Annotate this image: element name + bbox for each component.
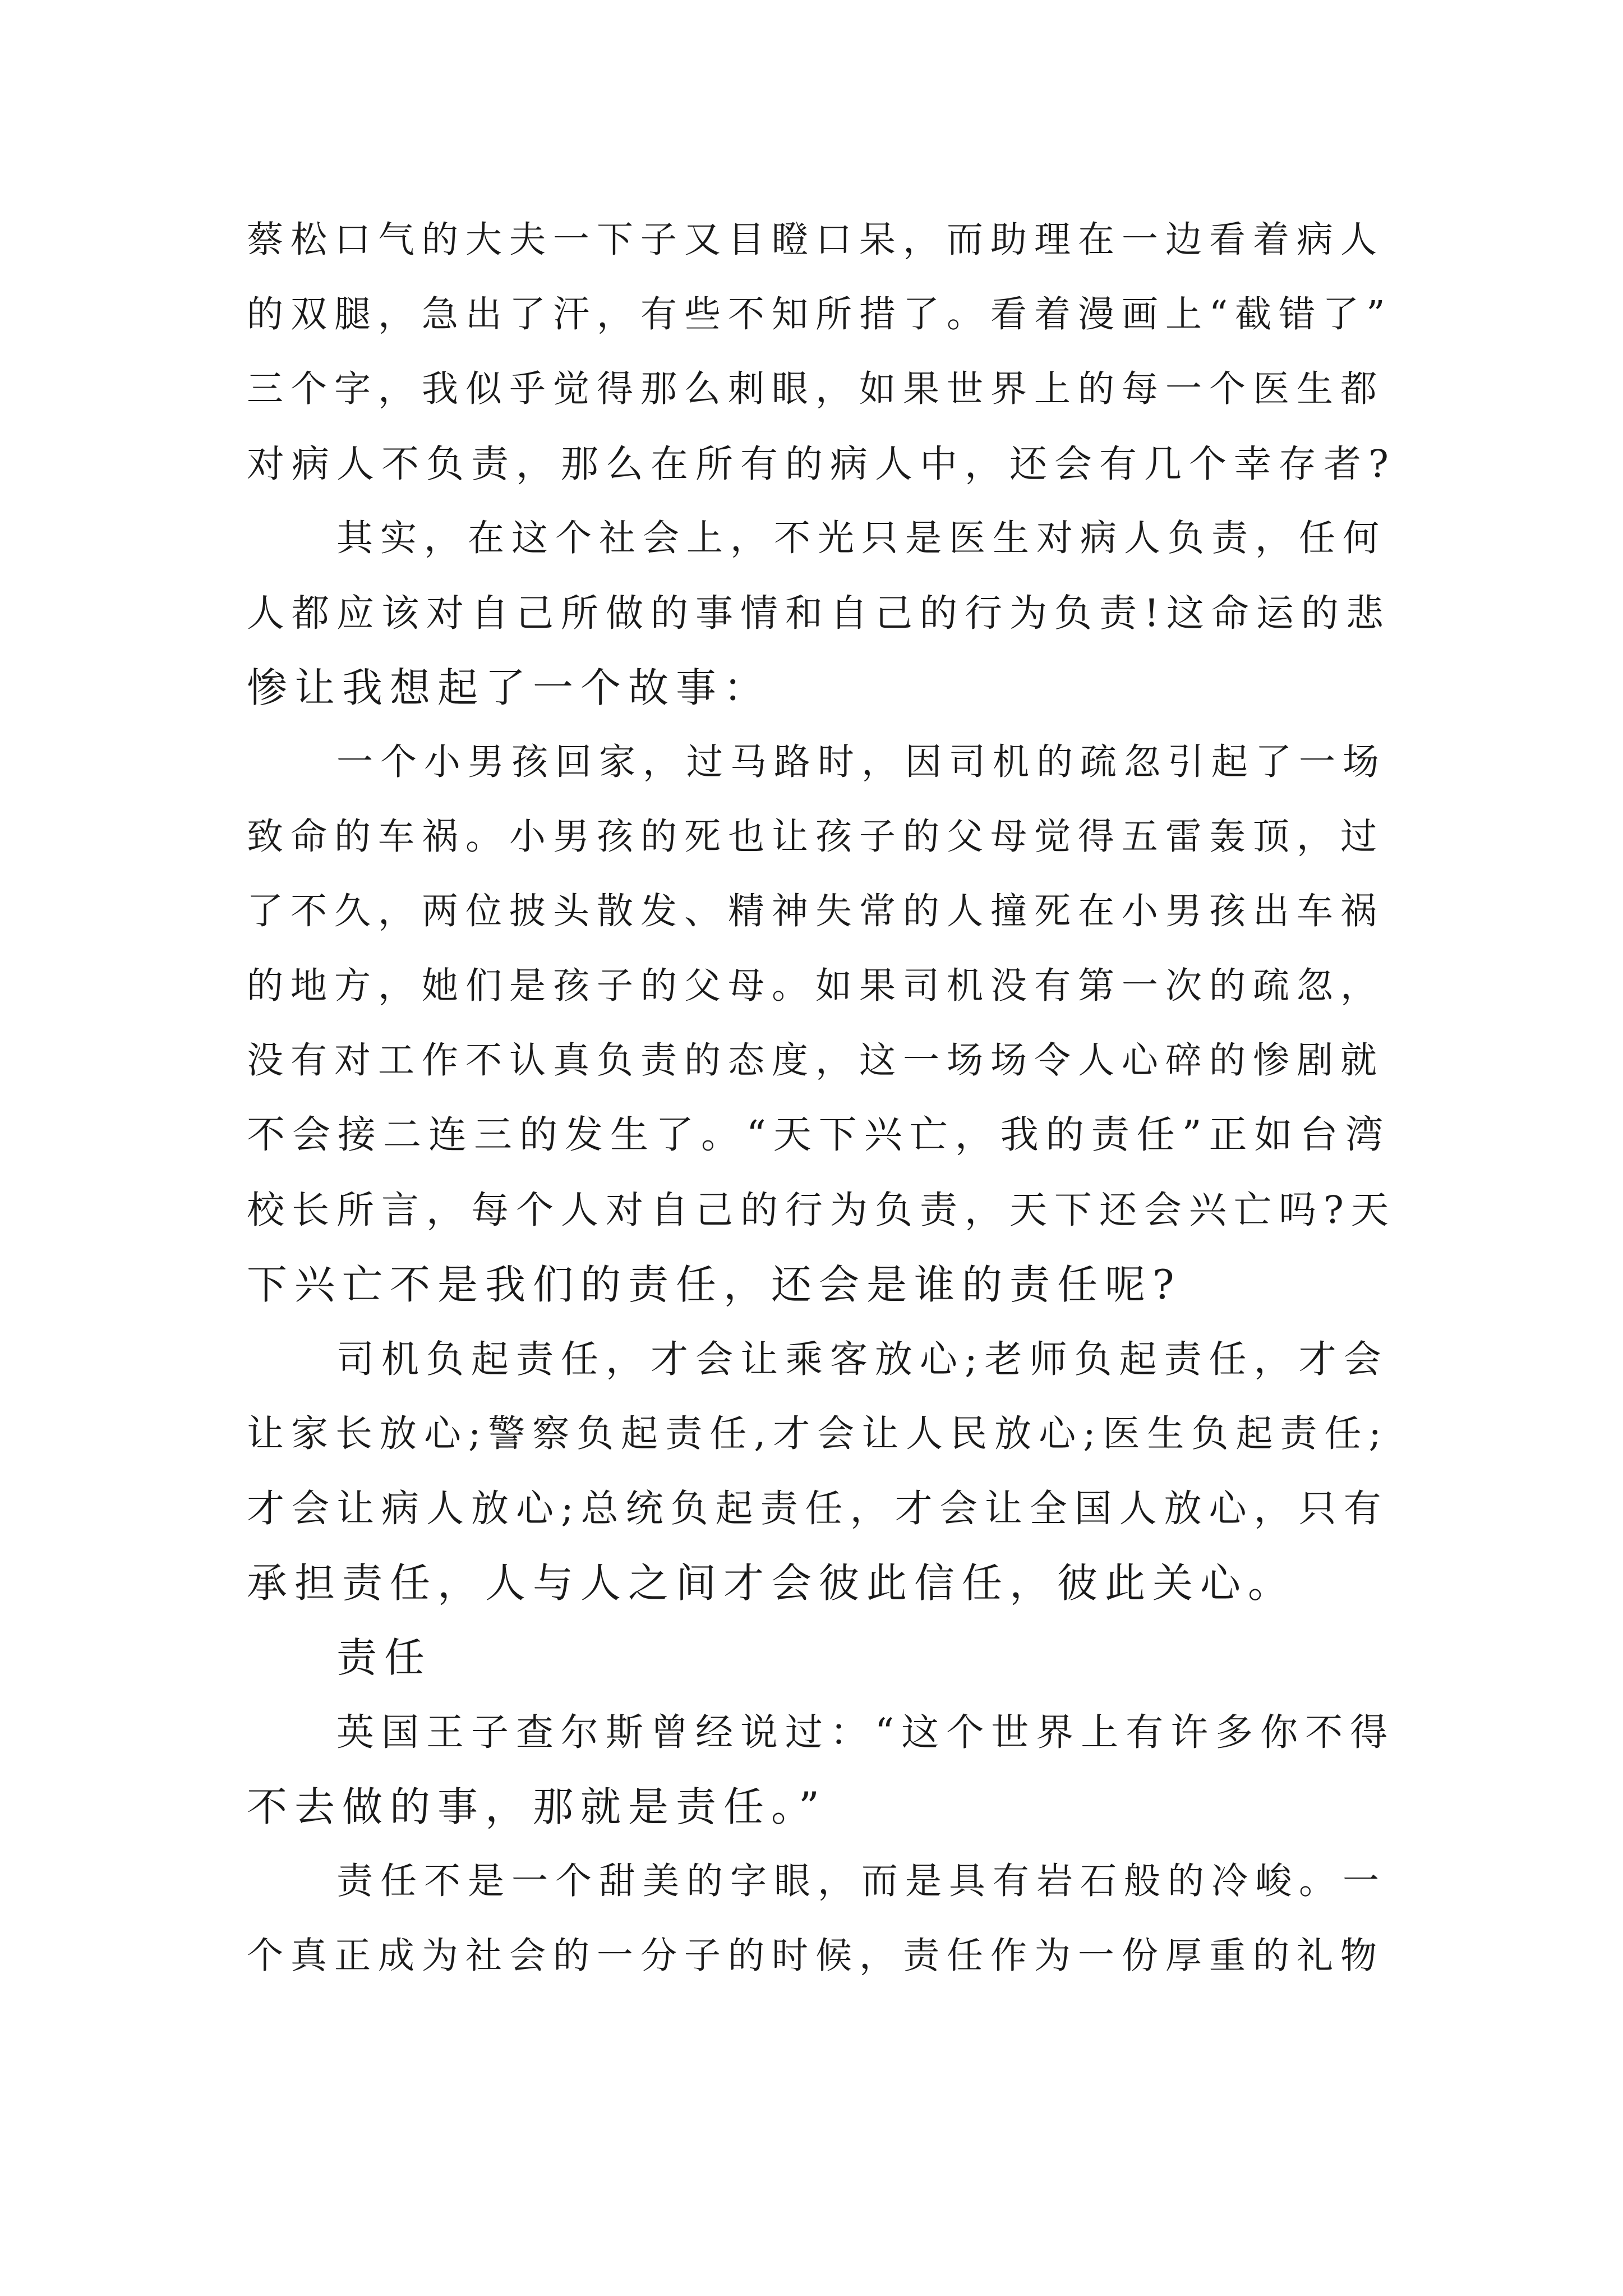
text-line: 的双腿，急出了汗，有些不知所措了。看着漫画上“截错了”	[247, 293, 1393, 335]
paragraph-first-line: 一个小男孩回家，过马路时，因司机的疏忽引起了一场	[336, 741, 1387, 783]
text-line: 没有对工作不认真负责的态度，这一场场令人心碎的惨剧就	[247, 1039, 1385, 1082]
text-line: 让家长放心;警察负起责任,才会让人民放心;医生负起责任;	[247, 1412, 1389, 1455]
text-line: 个真正成为社会的一分子的时候，责任作为一份厚重的礼物	[247, 1935, 1385, 1977]
text-line: 不会接二连三的发生了。“天下兴亡，我的责任”正如台湾	[247, 1113, 1391, 1157]
text-line: 不去做的事，那就是责任。”	[247, 1783, 827, 1830]
text-line: 对病人不负责，那么在所有的病人中，还会有几个幸存者?	[247, 442, 1396, 486]
text-line: 承担责任，人与人之间才会彼此信任，彼此关心。	[247, 1559, 1296, 1607]
text-line: 三个字，我似乎觉得那么刺眼，如果世界上的每一个医生都	[247, 368, 1385, 410]
text-line: 蔡松口气的大夫一下子又目瞪口呆，而助理在一边看着病人	[247, 219, 1385, 261]
text-line: 人都应该对自己所做的事情和自己的行为负责!这命运的悲	[247, 591, 1391, 635]
text-line: 的地方，她们是孩子的父母。如果司机没有第一次的疏忽，	[247, 965, 1385, 1007]
text-line: 惨让我想起了一个故事：	[247, 664, 772, 711]
text-line: 了不久，两位披头散发、精神失常的人撞死在小男孩出车祸	[247, 890, 1385, 932]
text-line: 校长所言，每个人对自己的行为负责，天下还会兴亡吗?天	[247, 1188, 1396, 1232]
text-line: 才会让病人放心;总统负起责任，才会让全国人放心，只有	[247, 1487, 1389, 1530]
text-line: 下兴亡不是我们的责任，还会是谁的责任呢?	[247, 1261, 1182, 1308]
section-heading: 责任	[336, 1634, 432, 1681]
paragraph-first-line: 责任不是一个甜美的字眼，而是具有岩石般的冷峻。一	[336, 1860, 1387, 1902]
paragraph-first-line: 英国王子查尔斯曾经说过：“这个世界上有许多你不得	[336, 1710, 1395, 1754]
paragraph-first-line: 司机负起责任，才会让乘客放心;老师负起责任，才会	[336, 1337, 1389, 1381]
text-line: 致命的车祸。小男孩的死也让孩子的父母觉得五雷轰顶，过	[247, 816, 1385, 858]
paragraph-first-line: 其实，在这个社会上，不光只是医生对病人负责，任何	[336, 517, 1387, 559]
